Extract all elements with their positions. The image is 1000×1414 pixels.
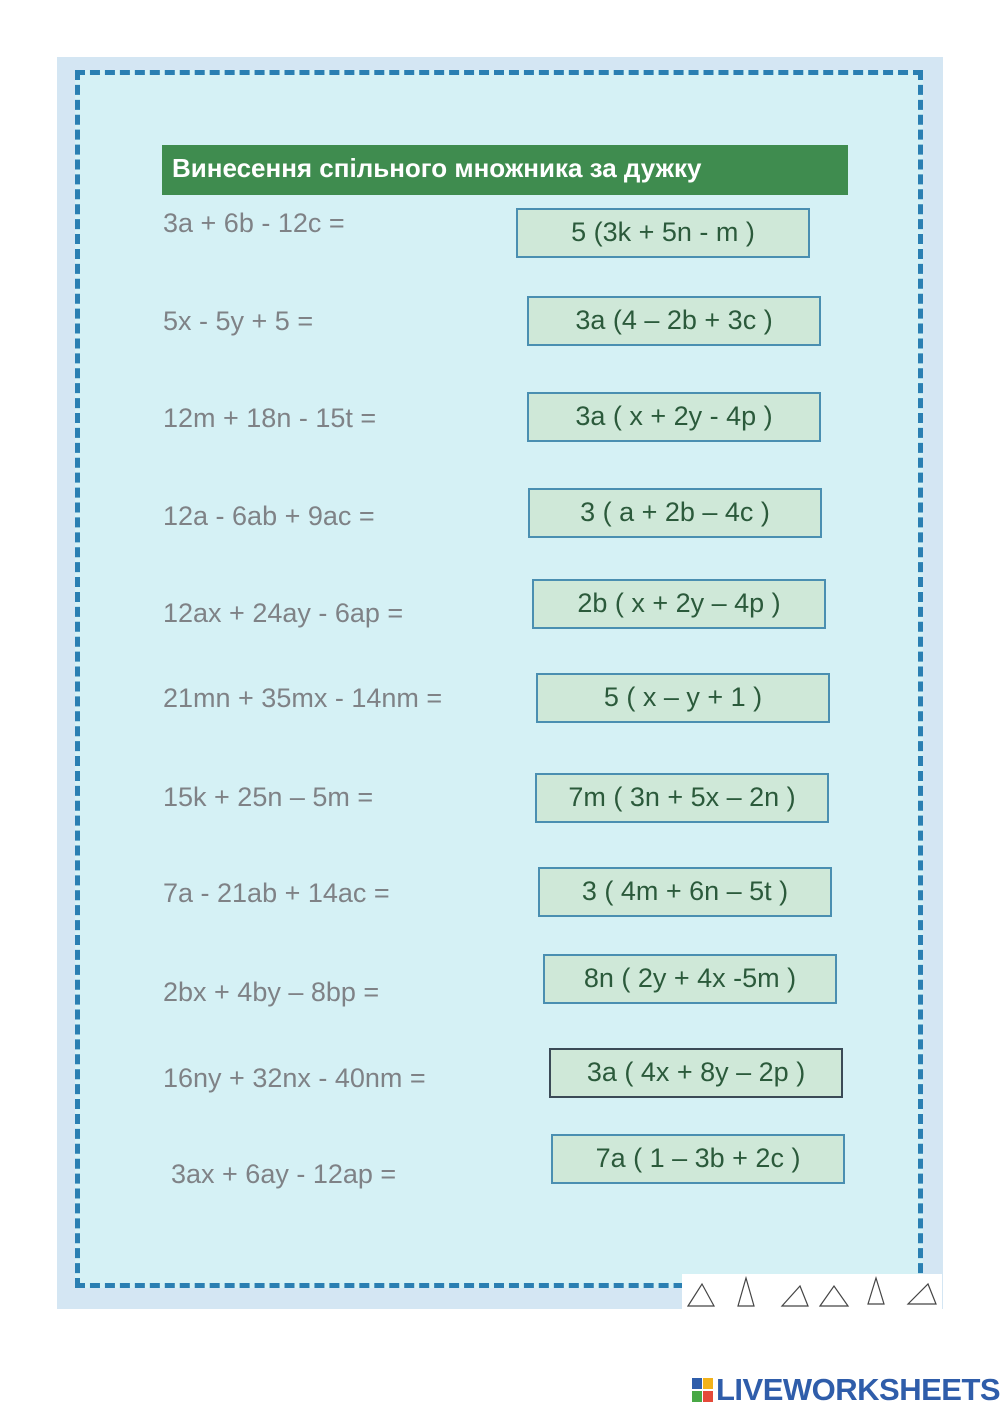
- answer-box-8[interactable]: 3 ( 4m + 6n – 5t ): [538, 867, 832, 917]
- liveworksheets-logo: [692, 1372, 1000, 1408]
- expression-5: 12ax + 24ay - 6ap =: [163, 598, 404, 628]
- expression-7: 15k + 25n – 5m =: [163, 782, 374, 812]
- logo-text: LIVEWORKSHEETS: [716, 1372, 1000, 1407]
- answer-box-3[interactable]: 3a ( x + 2y - 4p ): [527, 392, 821, 442]
- answer-box-7[interactable]: 7m ( 3n + 5x – 2n ): [535, 773, 829, 823]
- answer-box-4[interactable]: 3 ( a + 2b – 4c ): [528, 488, 822, 538]
- worksheet-title: Винесення спільного множника за дужку: [162, 145, 848, 195]
- answer-box-2[interactable]: 3a (4 – 2b + 3c ): [527, 296, 821, 346]
- expression-4: 12a - 6ab + 9ac =: [163, 501, 375, 531]
- answer-box-5[interactable]: 2b ( x + 2y – 4p ): [532, 579, 826, 629]
- triangle-sketches: [682, 1274, 942, 1314]
- expression-6: 21mn + 35mx - 14nm =: [163, 683, 443, 713]
- answer-box-10[interactable]: 3a ( 4x + 8y – 2p ): [549, 1048, 843, 1098]
- liveworksheets-logo-icon: [692, 1376, 714, 1404]
- expression-1: 3a + 6b - 12c =: [163, 208, 345, 238]
- triangles-icon: [682, 1274, 942, 1314]
- expression-10: 16ny + 32nx - 40nm =: [163, 1063, 426, 1093]
- answer-box-1[interactable]: 5 (3k + 5n - m ): [516, 208, 810, 258]
- expression-8: 7a - 21ab + 14ac =: [163, 878, 390, 908]
- expression-3: 12m + 18n - 15t =: [163, 403, 377, 433]
- answer-box-6[interactable]: 5 ( x – y + 1 ): [536, 673, 830, 723]
- expression-2: 5x - 5y + 5 =: [163, 306, 314, 336]
- answer-box-9[interactable]: 8n ( 2y + 4x -5m ): [543, 954, 837, 1004]
- expression-9: 2bx + 4by – 8bp =: [163, 977, 380, 1007]
- expression-11: 3ax + 6ay - 12ap =: [171, 1159, 397, 1189]
- answer-box-11[interactable]: 7a ( 1 – 3b + 2c ): [551, 1134, 845, 1184]
